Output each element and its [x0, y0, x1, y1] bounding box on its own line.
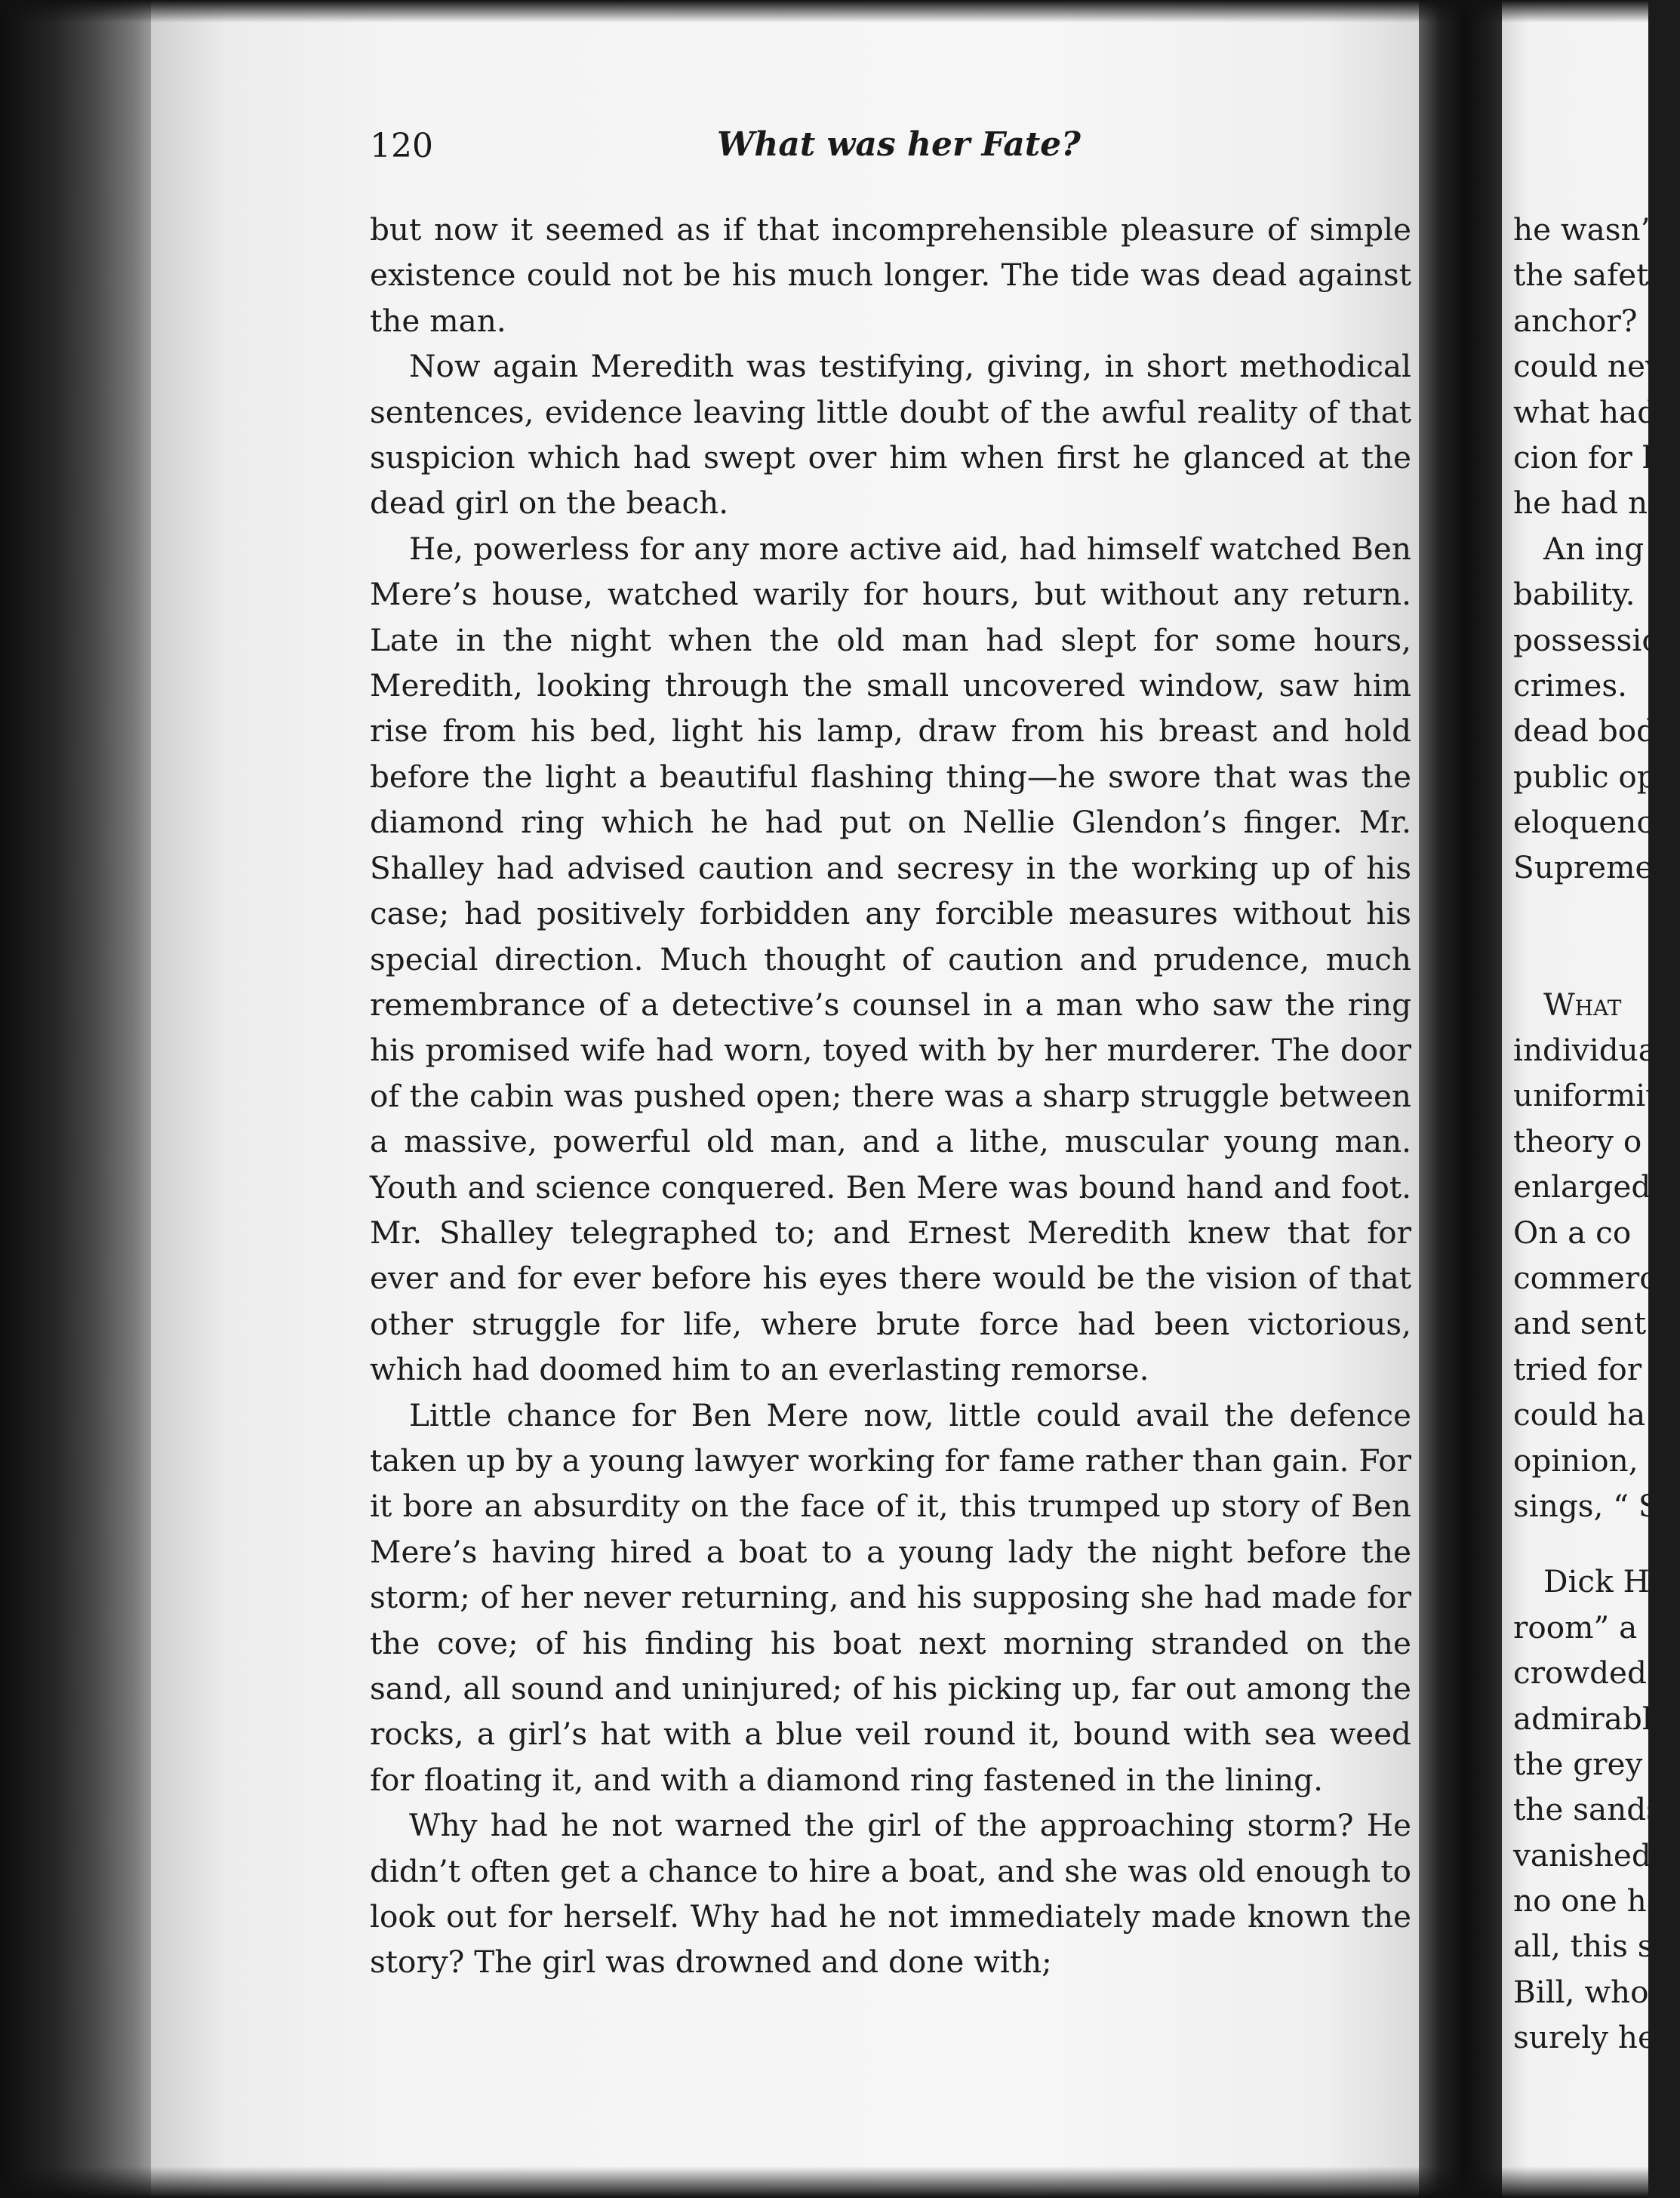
right-page-line: and sent	[1513, 1305, 1647, 1342]
right-page-line: Bill, who	[1513, 1973, 1649, 2010]
right-page-line: sings, “ S	[1513, 1487, 1660, 1524]
paragraph: He, powerless for any more active aid, had himself watched Ben Mere’s house, watched warily for hours, but without any return. Late in the night when the old man had slept for some hours, Meredith, looking through the small uncovered window, saw him rise from his bed, light his lamp, draw from his breast and hold before the light a beautiful flashing thing—he swore that was the diamond ring which he had put on Nellie Glendon’s finger. Mr. Shalley had advised caution and secresy in the working up of his case; had positively forbidden any forcible measures without his special direction. Much thought of caution and prudence, much remembrance of a detective’s counsel in a man who saw the ring his promised wife had worn, toyed with by her murderer. The door of the cabin was pushed open; there was a sharp struggle between a massive, powerful old man, and a lithe, muscular young man. Youth and science conquered. Ben Mere was bound hand and foot. Mr. Shalley telegraphed to; and Ernest Meredith knew that for ever and for ever before his eyes there would be the vision of that other struggle for life, where brute force had been victorious, which had doomed him to an everlasting remorse.	[370, 530, 1411, 1388]
right-page-line: vanished	[1513, 1836, 1651, 1873]
section-gap	[1513, 936, 1664, 981]
right-page-line: theory o	[1513, 1122, 1642, 1159]
right-page-line: bability.	[1513, 576, 1635, 613]
section-gap	[1513, 891, 1664, 936]
paragraph: but now it seemed as if that incomprehensible pleasure of simple existence could not be his much longer. The tide was dead against the man.	[370, 211, 1411, 339]
right-page-line: individua	[1513, 1032, 1657, 1069]
book-spine	[1419, 0, 1502, 2198]
scan-top-shadow	[0, 0, 1648, 23]
right-page-line: could nev	[1513, 348, 1663, 385]
right-page-line: could ha	[1513, 1396, 1646, 1433]
right-page-line: Dick H	[1543, 1563, 1650, 1600]
right-page-line: possession	[1513, 621, 1680, 658]
right-page-line: the sands	[1513, 1791, 1662, 1828]
right-page-line: what had	[1513, 393, 1657, 430]
book-binding-shadow	[0, 0, 158, 2198]
right-page-line: cion for h	[1513, 439, 1662, 476]
right-page-line: crimes.	[1513, 666, 1628, 703]
running-title: What was her Fate?	[717, 125, 1081, 164]
right-page-line: commerc	[1513, 1259, 1657, 1296]
right-page-line: crowded	[1513, 1655, 1647, 1692]
paragraph: Little chance for Ben Mere now, little could avail the defence taken up by a young lawyer working for fame rather than gain. For it bore an absurdity on the face of it, this trumped up story of Ben Mere’s having hired a boat to a young lady the night before the storm; of her never returning, and his supposing she had made for the cove; of his finding his boat next morning stranded on the sand, all sound and uninjured; of his picking up, far out among the rocks, a girl’s hat with a blue veil round it, bound with sea weed for floating it, and with a diamond ring fastened in the lining.	[370, 1396, 1411, 1798]
main-text-block	[370, 207, 1411, 1985]
scan-bottom-shadow	[0, 2166, 1648, 2198]
right-page-line: uniformit	[1513, 1077, 1658, 1114]
right-page-line: surely he	[1513, 2019, 1656, 2056]
right-page-line: An ing	[1543, 530, 1645, 567]
right-page-line: the grey	[1513, 1745, 1643, 1782]
right-page-line: room” a	[1513, 1608, 1638, 1645]
right-page-line: enlarged	[1513, 1168, 1651, 1205]
right-page-line: opinion,	[1513, 1442, 1638, 1479]
right-page-line: he had ne	[1513, 485, 1666, 522]
right-page-line: the safety	[1513, 257, 1666, 294]
right-page-line: eloquence	[1513, 804, 1672, 841]
right-page-line: anchor?	[1513, 302, 1638, 339]
section-gap	[1513, 1528, 1664, 1559]
right-page-line: Supreme	[1513, 849, 1654, 886]
right-page-line: admirabl	[1513, 1700, 1652, 1737]
right-page-text	[1513, 207, 1680, 2061]
page-number: 120	[370, 127, 433, 165]
right-page-line: he wasn’t	[1513, 211, 1663, 248]
right-page-line: public op	[1513, 758, 1657, 795]
right-page-line: tried for	[1513, 1350, 1642, 1387]
right-page-section-start: What	[1543, 986, 1622, 1023]
right-page-line: On a co	[1513, 1214, 1632, 1251]
paragraph: Why had he not warned the girl of the approaching storm? He didn’t often get a chance to hire a boat, and she was old enough to look out for herself. Why had he not immediately made known the story? The girl was drowned and done with;	[370, 1807, 1411, 1981]
right-page-line: all, this s	[1513, 1928, 1654, 1965]
right-page-line: dead bodi	[1513, 713, 1666, 750]
right-page-line: no one ha	[1513, 1882, 1665, 1919]
paragraph: Now again Meredith was testifying, giving, in short methodical sentences, evidence leaving little doubt of the awful reality of that suspicion which had swept over him when first he glanced at the dead girl on the beach.	[370, 348, 1411, 522]
